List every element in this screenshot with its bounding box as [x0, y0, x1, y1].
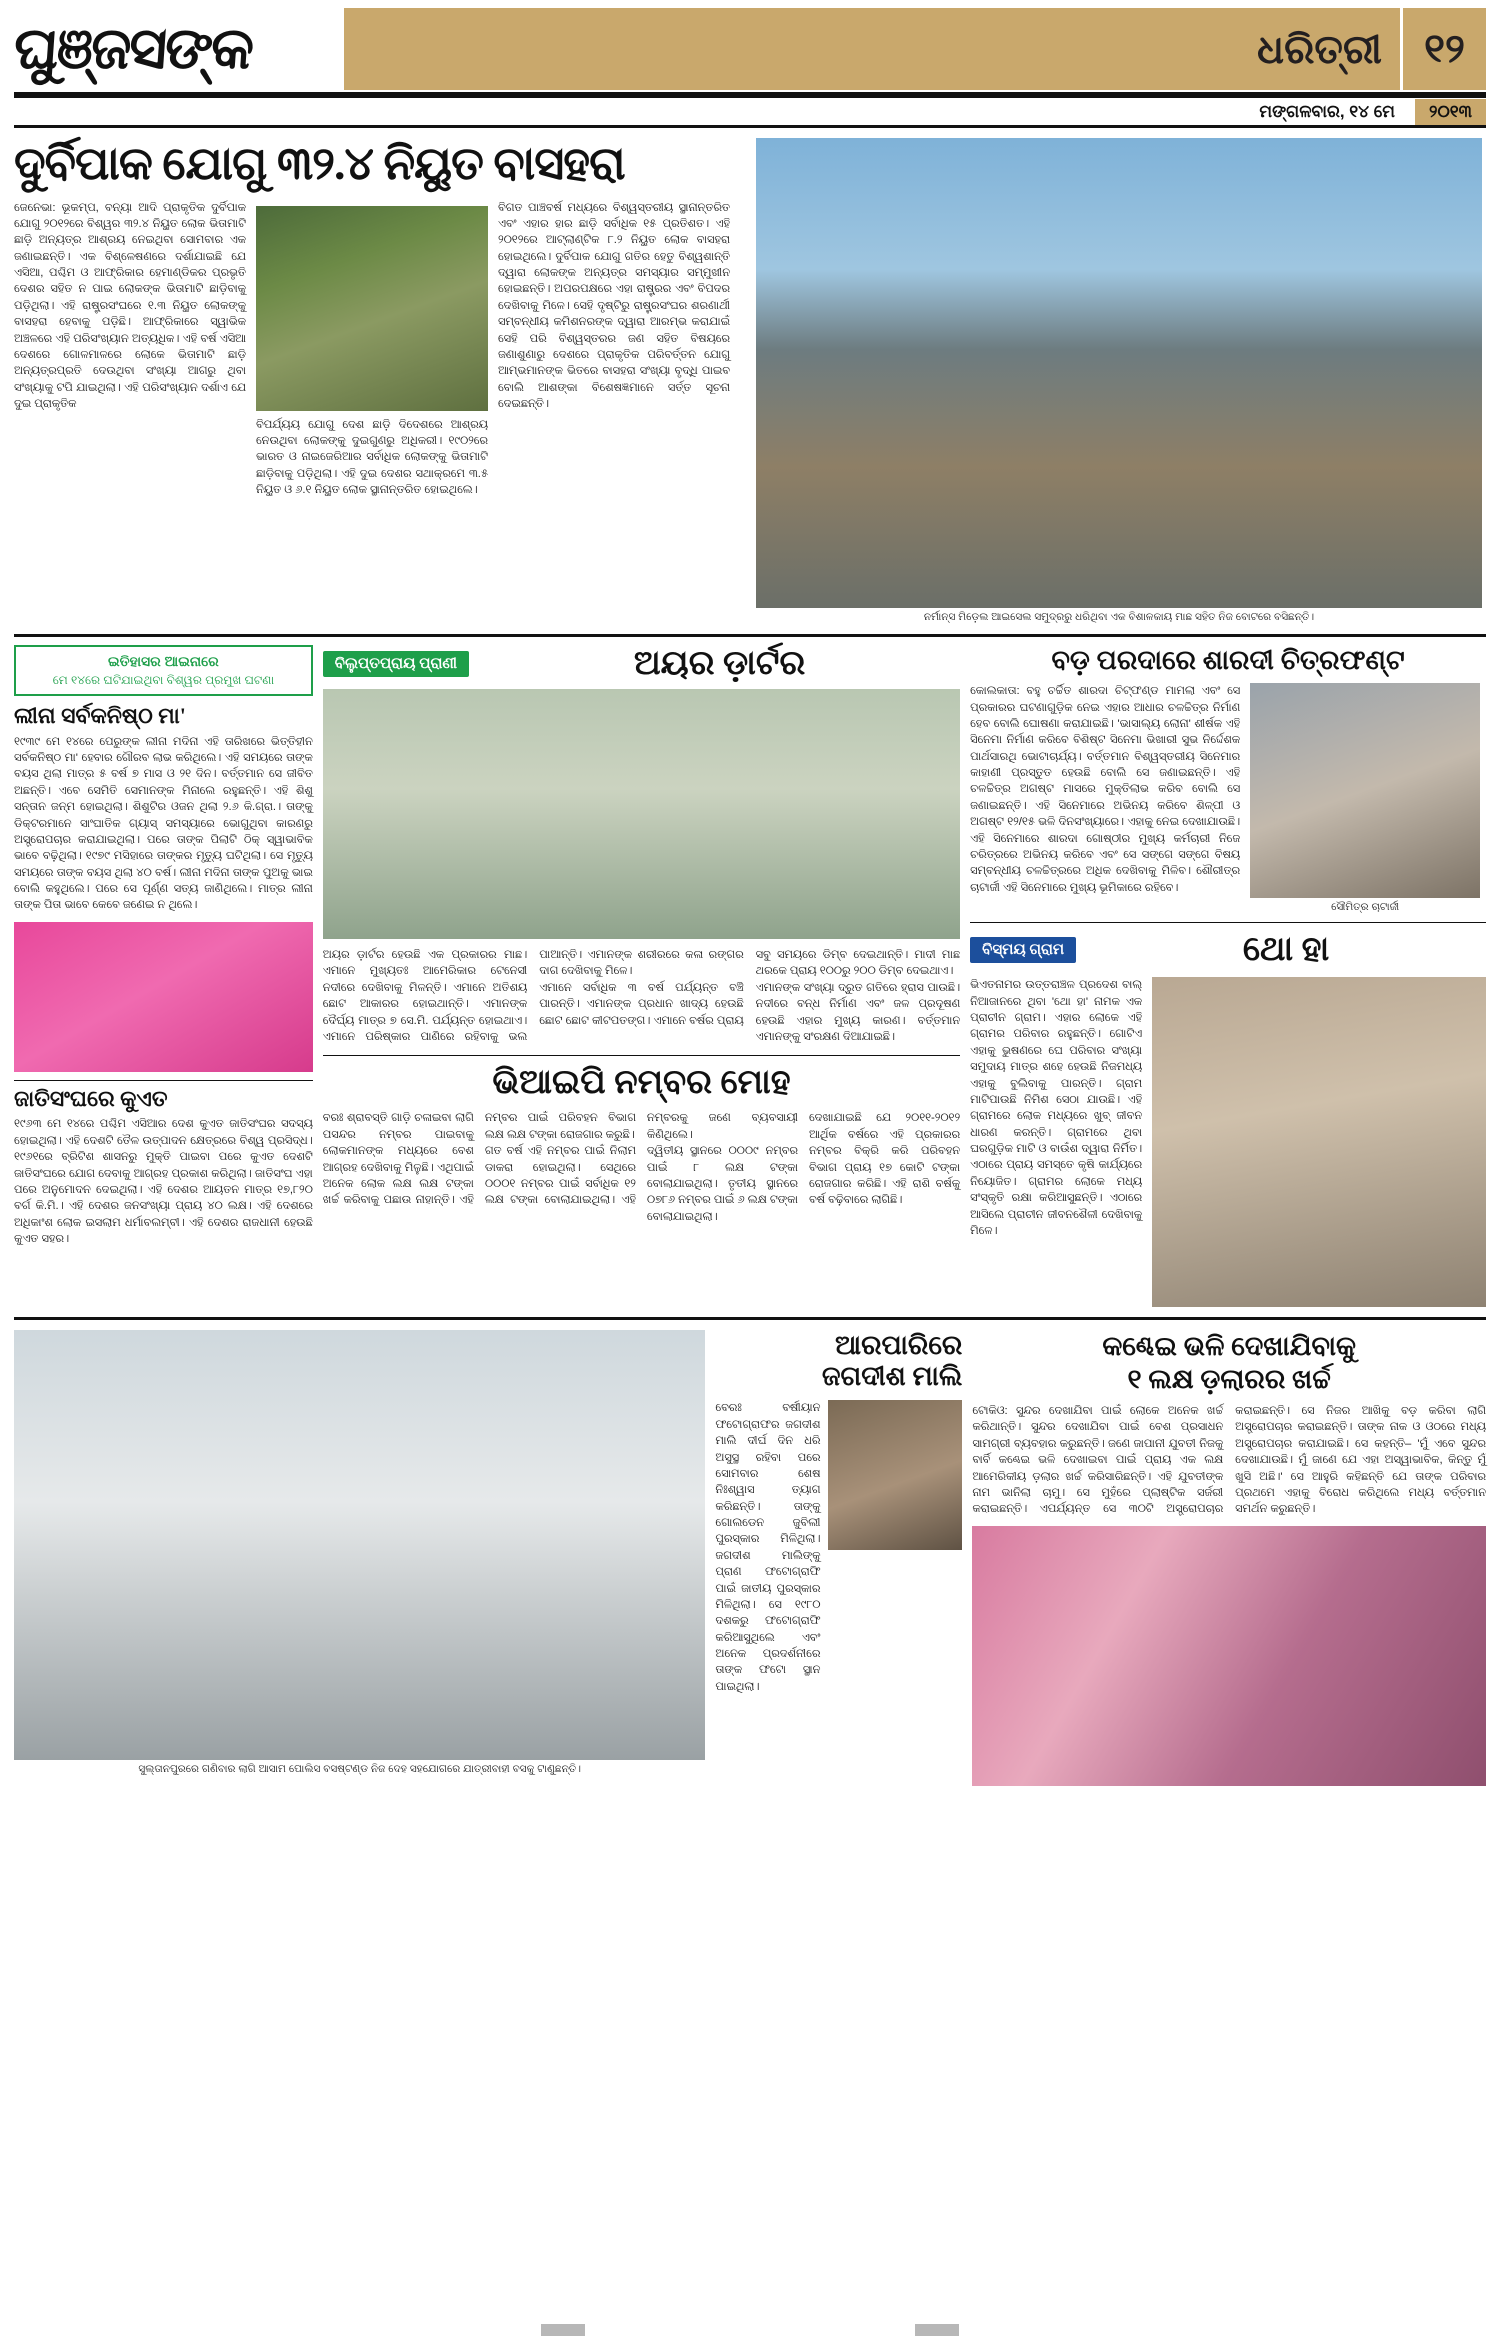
section-band [344, 8, 1400, 90]
dateline [14, 98, 1486, 128]
history-banner [14, 645, 313, 696]
lead-col-1-text: ଜେନେଭା: ଭୂକମ୍ପ, ବନ୍ୟା ଆଦି ପ୍ରାକୃତିକ ଦୁର୍ବିପାକ ଯୋଗୁ ୨୦୧୨ରେ ବିଶ୍ୱର ୩୨.୪ ନିୟୁତ ଲୋକ ଭିତାମାଟି ଛାଡ଼ି ଅନ୍ୟତ୍ର ଆଶ୍ରୟ ନେଇଥିବା ସୋମବାର ଏକ ଜଣାଇଛନ୍ତି। ଏକ ବିଶ୍ଳେଷଣରେ ଦର୍ଶାଯାଇଛି ଯେ ଏସିଆ, ପଶ୍ଚିମ ଓ ଆଫ୍ରିକାର ହେମାଣ୍ଡିକର ପ୍ରଭୃତି ଦେଶର ସହିତ ନ ପାଇ ଲୋକଙ୍କ ଭିତାମାଟି ଛାଡ଼ିବାକୁ ପଡ଼ିଥିଲା। ଏହି ରାଷ୍ଟ୍ରସଂଘରେ ୧.୩ ନିୟୁତ ଲୋକଙ୍କୁ ବାସହରା ହେବାକୁ ପଡ଼ିଛି। ଆଫ୍ରିକାରେ ସ୍ୱାଭିକ ଅଞ୍ଚଳରେ ଏହି ପରିସଂଖ୍ୟାନ ଅତ୍ୟଧିକ। ଏହି ବର୍ଷ ଏସିଆ ଦେଶରେ ଗୋଳମାଳରେ ଲୋକେ ଭିତାମାଟି ଛାଡ଼ି ଅନ୍ୟତ୍ରପ୍ରତି ଦେଉଥିବା ସଂଖ୍ୟା ଆଗରୁ ଥିବା ସଂଖ୍ୟାକୁ ଟପି ଯାଇଥିଲା। ଏହି ପରିସଂଖ୍ୟାନ ଦର୍ଶାଏ ଯେ ଦୁଇ ପ୍ରାକୃତିକ [14, 201, 246, 411]
fish-col-2: ଏମାନେ ସର୍ବାଧିକ ୩ ବର୍ଷ ପର୍ଯ୍ୟନ୍ତ ବଞ୍ଚି ପାରନ୍ତି। ଏମାନଙ୍କ ପ୍ରଧାନ ଖାଦ୍ୟ ହେଉଛି ଛୋଟ ଛୋଟ କୀଟପତଙ୍ଗ। ଏମାନେ ବର୍ଷର ପ୍ରାୟ ସବୁ ସମୟରେ ଡିମ୍ବ ଦେଇଥାନ୍ତି। ମାଦୀ ମାଛ ଥରକେ ପ୍ରାୟ ୧୦୦ରୁ ୨୦୦ ଡିମ୍ବ ଦେଇଥାଏ। [539, 949, 961, 1027]
thoha-headline: ଥୋ ହା [1242, 931, 1330, 969]
lead-headline: ଦୁର୍ବିପାକ ଯୋଗୁ ୩୨.୪ ନିୟୁତ ବାସହରା [14, 138, 625, 189]
jagadish-photo [828, 1400, 962, 1550]
wonder-village-banner: ବିସ୍ମୟ ଗ୍ରାମ [970, 937, 1076, 963]
page-number-box [1400, 8, 1486, 90]
thoha-text: ଭିଏତନାମର ଉତ୍ତରାଞ୍ଚଳ ପ୍ରଦେଶ ବାଲ୍‌ ନିଆଜାନରେ ଥିବା 'ଥୋ ହା' ନାମକ ଏକ ପ୍ରାଚୀନ ଗ୍ରାମ। ଏହାର ଲୋକେ ଏହି ଗ୍ରାମର ପରିବାର ରହୁଛନ୍ତି। ଗୋଟିଏ ଏହାକୁ ଭୁଷଣରେ ଘେ ପରିବାର ସଂଖ୍ୟା ସମୁଦାୟ ମାତ୍ର ଶହେ ହେଉଛି ନିଜମଧ୍ୟ ଏହାକୁ ବୁଲିବାକୁ ପାରନ୍ତି। ଗ୍ରାମ ମାଟିପାଉଛି ନିମିଶ ସେଠା ଯାଉଛି। ଏହି ଗ୍ରାମରେ ଲୋକ ମଧ୍ୟରେ ଖୁବ୍ ଜୀବନ ଧାରଣ କରନ୍ତି। ଗ୍ରାମରେ ଥିବା ଘରଗୁଡ଼ିକ ମାଟି ଓ ବାଉଁଶ ଦ୍ୱାରା ନିର୍ମିତ। ଏଠାରେ ପ୍ରାୟ ସମସ୍ତେ କୃଷି କାର୍ଯ୍ୟରେ ନିୟୋଜିତ। ଗ୍ରାମର ଲୋକେ ମଧ୍ୟ ସଂସ୍କୃତି ରକ୍ଷା କରିଆସୁଛନ୍ତି। ଏଠାରେ ଆସିଲେ ପ୍ରାଚୀନ ଜୀବନଶୈଳୀ ଦେଖିବାକୁ ମିଳେ। [970, 979, 1143, 1237]
kuwait-headline: ଜାତିସଂଘରେ କୁଏତ [14, 1085, 168, 1111]
footer-registration-marks [0, 2324, 1500, 2336]
lead-right-column [756, 138, 1482, 624]
section-divider-1 [14, 634, 1486, 637]
bus-photo-caption: ସୁଲ୍ତାନପୁରରେ ଗଣିବାର ଲାଗି ଆସାମ ପୋଲିସ ବସଷ୍ଟଣ୍ଡ ନିଜ ଦେହ ସହଯୋଗରେ ଯାତ୍ରୀବାହୀ ବସକୁ ଟାଣୁଛନ୍ତି। [138, 1763, 582, 1776]
sharada-text: କୋଲକାତା: ବହୁ ଚର୍ଚ୍ଚିତ ଶାରଦା ଚିଟ୍‌ଫଣ୍ଡ ମାମଲା ଏବଂ ସେ ପ୍ରକାରର ଘଟଣାଗୁଡ଼ିକ ନେଇ ଏହାର ଆଧାର ଚଳଚ୍ଚିତ୍ର ନିର୍ମାଣ ହେବ ବୋଲି ଘୋଷଣା କରାଯାଇଛି। 'ଭାସାଲ୍ୟ ଲୋନା' ଶୀର୍ଷକ ଏହି ସିନେମା ନିର୍ମାଣ କରିବେ ବିଶିଷ୍ଟ ସିନେମା ଭିଖାରୀ ସୁଭ ନିର୍ଦ୍ଦେଶକ ପାର୍ଥସାରଥି ଭୋଟାଚାର୍ଯ୍ୟ। ବର୍ତ୍ତମାନ ବିଶ୍ୱସ୍ତରୀୟ ସିନେମାର କାହାଣୀ ପ୍ରସ୍ତୁତ ହେଉଛି ବୋଲି ସେ ଜଣାଇଛନ୍ତି। ଏହି ଚଳଚ୍ଚିତ୍ର ଅଗଷ୍ଟ ମାସରେ ମୁକ୍ତିଲାଭ କରିବ ବୋଲି ସେ ଜଣାଇଛନ୍ତି। ଏହି ସିନେମାରେ ଅଭିନୟ କରିବେ ଶିଳ୍ପୀ ଓ ଅଗଷ୍ଟ ୧୨/୧୫ ଭଳି ଦିନସଂଖ୍ୟାରେ। ଏହାକୁ ନେଇ ଦେଖାଯାଉଛି। ଏହି ସିନେମାରେ ଶାରଦା ଗୋଷ୍ଠୀର ମୁଖ୍ୟ କର୍ମଚାରୀ ନିଜେ ଚରିତ୍ରରେ ଅଭିନୟ କରିବେ ଏବଂ ସେ ସଙ୍ଗେ ସଙ୍ଗେ ବିଷୟ ସମ୍ବନ୍ଧୀୟ ଚଳଚ୍ଚିତ୍ରରେ ଅଧିକ ଦେଖିବାକୁ ମିଳିବ। ଶୌରୀତ୍ର ଚାଟାର୍ଜୀ ଏହି ସିନେମାରେ ମୁଖ୍ୟ ଭୂମିକାରେ ରହିବେ। [970, 685, 1241, 894]
lead-col-2 [256, 200, 488, 499]
history-column [14, 645, 313, 1307]
lead-left-column [14, 138, 744, 624]
newspaper-logo [11, 8, 344, 90]
publication-date: ମଙ୍ଗଳବାର, ୧୪ ମେ [1259, 101, 1395, 121]
bottom-band [14, 1330, 1486, 1785]
lead-col-1 [14, 200, 246, 499]
barbie-girls-photo [972, 1526, 1486, 1786]
soumitra-caption: ସୌମିତ୍ର ଚାଟାର୍ଜୀ [1331, 901, 1400, 914]
soumitra-photo [1250, 683, 1480, 898]
edition-year: ୨୦୧୩ [1415, 99, 1486, 125]
lead-col-3 [498, 200, 730, 499]
fish-body [323, 947, 960, 1045]
section-title: ଧରିତ୍ରୀ [1257, 26, 1382, 72]
vip-col-2: ଗତ ବର୍ଷ ଏହି ନମ୍ବର ପାଇଁ ନିଲାମ ଡାକରା ହୋଇଥିଲା। ସେଥିରେ ୦୦୦୧ ନମ୍ବର ପାଇଁ ସର୍ବାଧିକ ୧୨ ଲକ୍ଷ ଟଙ୍କା ବୋଲାଯାଇଥିଲା। ଏହି ନମ୍ବରକୁ ଜଣେ ବ୍ୟବସାୟୀ କିଣିଥିଲେ। [484, 1112, 798, 1207]
vip-body [323, 1110, 960, 1225]
sharada-headline: ବଡ଼ ପରଦାରେ ଶାରଦୀ ଚିତ୍ରଫଣ୍ଟ [1051, 645, 1405, 675]
vip-col-1: ବରଃ ଶ୍ରାବସ୍ତି ଗାଡ଼ି ଚଳାଇବା ଲାଗି ପସନ୍ଦର ନମ୍ବର ପାଇବାକୁ ଲୋକମାନଙ୍କ ମଧ୍ୟରେ ବେଶ ଆଗ୍ରହ ଦେଖିବାକୁ ମିଳୁଛି। ଏଥିପାଇଁ ଅନେକ ଲୋକ ଲକ୍ଷ ଲକ୍ଷ ଟଙ୍କା ଖର୍ଚ୍ଚ କରିବାକୁ ପଛାଉ ନାହାନ୍ତି। ଏହି ନମ୍ବର ପାଇଁ ପରିବହନ ବିଭାଗ ଲକ୍ଷ ଲକ୍ଷ ଟଙ୍କା ରୋଜଗାର କରୁଛି। [322, 1112, 636, 1207]
fish-headline: ଅୟର ଡ଼ାର୍ଟର [633, 645, 806, 682]
jagadish-text: ବେରଃ ବର୍ଷୀୟାନ ଫଟୋଗ୍ରାଫର ଜଗଦୀଶ ମାଲି ଦୀର୍ଘ ଦିନ ଧରି ଅସୁସ୍ଥ ରହିବା ପରେ ସୋମବାର ଶେଷ ନିଃଶ୍ୱାସ ତ୍ୟାଗ କରିଛନ୍ତି। ତାଙ୍କୁ ଗୋଲଡେନ ଜୁବିଲୀ ପୁରସ୍କାର ମିଳିଥିଲା। ଜଗଦୀଶ ମାଲିଙ୍କୁ ପ୍ରାଣ ଫଟୋଗ୍ରାଫି ପାଇଁ ଜାତୀୟ ପୁରସ୍କାର ମିଳିଥିଲା। ସେ ୧୯୮୦ ଦଶକରୁ ଫଟୋଗ୍ରାଫି କରିଆସୁଥିଲେ ଏବଂ ଅନେକ ପ୍ରଦର୍ଶନୀରେ ତାଙ୍କ ଫଟୋ ସ୍ଥାନ ପାଇଥିଲା। [715, 1402, 821, 1693]
vip-col-3: ଦ୍ୱିତୀୟ ସ୍ଥାନରେ ୦୦୦୯ ନମ୍ବର ପାଇଁ ୮ ଲକ୍ଷ ଟଙ୍କା ବୋଲାଯାଇଥିଲା। ତୃତୀୟ ସ୍ଥାନରେ ୦୭୮୬ ନମ୍ବର ପାଇଁ ୬ ଲକ୍ଷ ଟଙ୍କା ବୋଲାଯାଇଥିଲା। [646, 1145, 798, 1223]
lead-col-2-text: ବିପର୍ଯ୍ୟୟ ଯୋଗୁ ଦେଶ ଛାଡ଼ି ଦିଦେଶରେ ଆଶ୍ରୟ ନେଉଥିବା ଲୋକଙ୍କୁ ଦୁଇଗୁଣରୁ ଅଧିକରୀ। ୧୯୦୨ରେ ଭାରତ ଓ ନାଇଜେରିଆର ସର୍ବାଧିକ ଲୋକଙ୍କୁ ଭିତାମାଟି ଛାଡ଼ିବାକୁ ପଡ଼ିଥିଲା। ଏହି ଦୁଇ ଦେଶର ସଥାକ୍ରମେ ୩.୫ ନିୟୁତ ଓ ୬.୧ ନିୟୁତ ଲୋକ ସ୍ଥାନାନ୍ତରିତ ହୋଇଥିଲେ। [256, 418, 488, 497]
lina-photo [14, 922, 313, 1072]
lina-text: ୧୯୩୯ ମେ ୧୪ରେ ପେରୁଙ୍କ ଲୀନା ମଦିନା ଏହି ତାରିଖରେ ଭିତ୍ତିହୀନ ସର୍ବକନିଷ୍ଠ ମା' ହେବାର ଗୌରବ ଲାଭ କରିଥିଲେ। ଏହି ସମୟରେ ତାଙ୍କ ବୟସ ଥିଲା ମାତ୍ର ୫ ବର୍ଷ ୭ ମାସ ଓ ୨୧ ଦିନ। ବର୍ତ୍ତମାନ ସେ ଜୀବିତ ଅଛନ୍ତି। ଏବେ ସେମିତି ସେମାନଙ୍କ ମିନାଲେ ରହୁଛନ୍ତି। ଏହି ଶିଶୁ ସନ୍ତାନ ଜନ୍ମ ହୋଇଥିଲା। ଶିଶୁଟିର ଓଜନ ଥିଲା ୨.୬ କି.ଗ୍ରା.। ତାଙ୍କୁ ଡିକ୍ଟରମାନେ ସାଂଘାତିକ ଗ୍ୟାସ୍ ସମସ୍ୟାରେ ଭୋଗୁଥିବା କାରଣରୁ ଅସ୍ତ୍ରୋପଚାର କରାଯାଇଥିଲା। ପରେ ତାଙ୍କ ପିଲାଟି ଠିକ୍ ସ୍ୱାଭାବିକ ଭାବେ ବଢ଼ିଥିଲା। ୧୯୭୯ ମସିହାରେ ତାଙ୍କର ମୃତ୍ୟୁ ଘଟିଥିଲା। ସେ ମୃତ୍ୟୁ ସମୟରେ ତାଙ୍କ ବୟସ ଥିଲା ୪୦ ବର୍ଷ। ଲୀନା ମଦିନା ତାଙ୍କ ପୁଅକୁ ଭାଇ ବୋଲି କହୁଥିଲେ। ପରେ ସେ ପୂର୍ଣ୍ଣ ସତ୍ୟ ଜାଣିଥିଲେ। ମାତ୍ର ଲୀନା ତାଙ୍କ ପିତା ଭାବେ କେବେ ଜଣେଇ ନ ଥିଲେ। [14, 735, 313, 912]
page-number: ୧୨ [1424, 26, 1465, 71]
fish-col-1: ଅୟର ଡ଼ାର୍ଟର ହେଉଛି ଏକ ପ୍ରକାରର ମାଛ। ଏମାନେ ମୁଖ୍ୟତଃ ଆମେରିକାର ଟେନେସୀ ନଦୀରେ ଦେଖିବାକୁ ମିଳନ୍ତି। ଏମାନେ ଅତିଶୟ ଛୋଟ ଆକାରର ହୋଇଥାନ୍ତି। ଏମାନଙ୍କ ଦୈର୍ଘ୍ୟ ମାତ୍ର ୭ ସେ.ମି. ପର୍ଯ୍ୟନ୍ତ ହୋଇଥାଏ। ଏମାନେ ପରିଷ୍କାର ପାଣିରେ ରହିବାକୁ ଭଲ ପାଆନ୍ତି। ଏମାନଙ୍କ ଶରୀରରେ କଳା ରଙ୍ଗର ଦାଗ ଦେଖିବାକୁ ମିଳେ। [322, 949, 744, 1043]
history-banner-line2: ମେ ୧୪ରେ ଘଟିଯାଇଥିବା ବିଶ୍ୱର ପ୍ରମୁଖ ଘଟଣା [52, 673, 275, 687]
jagadish-headline-line1: ଆରପାରିରେ [834, 1330, 963, 1361]
mid-band [14, 645, 1486, 1307]
thoha-village-photo [1152, 977, 1486, 1307]
fisherman-photo [756, 138, 1482, 608]
fish-column [323, 645, 960, 1307]
newspaper-page [0, 8, 1500, 2342]
doll-column [972, 1330, 1486, 1785]
refugees-photo [256, 206, 488, 411]
lead-columns [14, 200, 744, 499]
lead-story [14, 138, 1486, 624]
doll-headline-line1: କଣ୍ଢେଇ ଭଳି ଦେଖାଯିବାକୁ [1102, 1331, 1356, 1362]
jagadish-headline-line2: ଜଗଦୀଶ ମାଲି [821, 1361, 963, 1392]
history-banner-line1: ଇତିହାସର ଆଇନାରେ [108, 653, 219, 669]
section-divider-2 [14, 1317, 1486, 1320]
endangered-banner: ବିଲୁପ୍ତପ୍ରାୟ ପ୍ରାଣୀ [323, 651, 469, 677]
lina-headline: ଲୀନା ସର୍ବକନିଷ୍ଠ ମା' [14, 703, 186, 728]
lead-col-3-text: ବିଗତ ପାଞ୍ଚବର୍ଷ ମଧ୍ୟରେ ବିଶ୍ୱସ୍ତରୀୟ ସ୍ଥାନାନ୍ତରିତ ଏବଂ ଏହାର ହାର ଛାଡ଼ି ସର୍ବାଧିକ ୧୫ ପ୍ରତିଶତ। ଏହି ୨୦୧୨ରେ ଆଟ୍ଲାଣ୍ଟିକ ୮.୨ ନିୟୁତ ଲୋକ ବାସହରା ହୋଇଥିଲେ। ଦୁର୍ବିପାକ ଯୋଗୁ ଗତିର ହେତୁ ବିଶ୍ୱଶାନ୍ତି ଦ୍ୱାରା ଲୋକଙ୍କ ଅନ୍ୟତ୍ର ସମସ୍ୟାର ସମ୍ମୁଖୀନ ହୋଇଛନ୍ତି। ଅପରପକ୍ଷରେ ଏହା ରାଷ୍ଟ୍ରର ଏବଂ ବିପଦର ଦେଖିବାକୁ ମିଳେ। ସେହି ଦୃଷ୍ଟିରୁ ରାଷ୍ଟ୍ରସଂଘର ଶରଣାର୍ଥୀ ସମ୍ବନ୍ଧୀୟ କମିଶନରଙ୍କ ଦ୍ୱାରା ଆରମ୍ଭ କରାଯାଇଁ ସେହି ପରି ବିଶ୍ୱସ୍ତରର ଜଣ ସହିତ ବିଷୟରେ ଜଣାଶୁଣାରୁ ଦେଶରେ ପ୍ରାକୃତିକ ପରିବର୍ତ୍ତନ ଯୋଗୁ ଆମ୍ଭମାନଙ୍କ ଭିତରେ ବାସହରା ସଂଖ୍ୟା ବୃଦ୍ଧି ପାଇବ ବୋଲି ଆଶଙ୍କା ବିଶେଷଜ୍ଞମାନେ ସର୍ତ୍ତ ସୂଚନା ଦେଇଛନ୍ତି। [498, 201, 730, 411]
logo-text: ଘୁଞ୍ଜସଙ୍କ [11, 16, 255, 81]
darter-fish-photo [323, 689, 960, 939]
registration-mark [541, 2324, 585, 2336]
vip-headline: ଭିଆଇପି ନମ୍ବର ମୋହ [492, 1064, 791, 1102]
vip-col-4: ଦେଖାଯାଇଛି ଯେ ୨୦୧୧-୨୦୧୨ ଆର୍ଥିକ ବର୍ଷରେ ଏହି ପ୍ରକାରର ନମ୍ବର ବିକ୍ରି କରି ପରିବହନ ବିଭାଗ ପ୍ରାୟ ୧୭ କୋଟି ଟଙ୍କା ରୋଜଗାର କରିଛି। ଏହି ରାଶି ବର୍ଷକୁ ବର୍ଷ ବଢ଼ିବାରେ ଲାଗିଛି। [809, 1112, 961, 1207]
masthead [11, 8, 1486, 90]
registration-mark [915, 2324, 959, 2336]
doll-headline-line2: ୧ ଲକ୍ଷ ଡ଼ଲାରର ଖର୍ଚ୍ଚ [1127, 1363, 1331, 1394]
fish-col-3: ଏମାନଙ୍କ ସଂଖ୍ୟା ଦ୍ରୁତ ଗତିରେ ହ୍ରାସ ପାଉଛି। ନଦୀରେ ବନ୍ଧ ନିର୍ମାଣ ଏବଂ ଜଳ ପ୍ରଦୂଷଣ ହେଉଛି ଏହାର ମୁଖ୍ୟ କାରଣ। ବର୍ତ୍ତମାନ ଏମାନଙ୍କୁ ସଂରକ୍ଷଣ ଦିଆଯାଇଛି। [755, 981, 961, 1043]
fisherman-photo-caption: ନର୍ମାନ୍ସ ମିଡ଼େଲ ଆଇସେଲ ସମୁଦ୍ରରୁ ଧରିଥିବା ଏକ ବିଶାଳକାୟ ମାଛ ସହିତ ନିଜ ବୋଟରେ ବସିଛନ୍ତି। [923, 611, 1315, 623]
jagadish-column [715, 1330, 962, 1785]
sharada-column [970, 645, 1486, 1307]
bus-pulling-photo [14, 1330, 705, 1760]
doll-text: ଟୋକିଓ: ସୁନ୍ଦର ଦେଖାଯିବା ପାଇଁ ଲୋକେ ଅନେକ ଖର୍ଚ୍ଚ କରିଥାନ୍ତି। ସୁନ୍ଦର ଦେଖାଯିବା ପାଇଁ ବେଶ ପ୍ରସାଧନ ସାମଗ୍ରୀ ବ୍ୟବହାର କରୁଛନ୍ତି। ଜଣେ ଜାପାନୀ ଯୁବତୀ ନିଜକୁ ବାର୍ବି କଣ୍ଢେଇ ଭଳି ଦେଖାଇବା ପାଇଁ ପ୍ରାୟ ଏକ ଲକ୍ଷ ଆମେରିକୀୟ ଡ଼ଲାର ଖର୍ଚ୍ଚ କରିସାରିଛନ୍ତି। ଏହି ଯୁବତୀଙ୍କ ନାମ ଭାନିଲା ଚାମୁ। ସେ ମୁହଁରେ ପ୍ଲାଷ୍ଟିକ ସର୍ଜରୀ କରାଇଛନ୍ତି। ଏପର୍ଯ୍ୟନ୍ତ ସେ ୩୦ଟି ଅସ୍ତ୍ରୋପଚାର କରାଇଛନ୍ତି। ସେ ନିଜର ଆଖିକୁ ବଡ଼ କରିବା ଲାଗି ଅସ୍ତ୍ରୋପଚାର କରାଇଛନ୍ତି। ତାଙ୍କ ନାକ ଓ ଓଠରେ ମଧ୍ୟ ଅସ୍ତ୍ରୋପଚାର କରାଯାଇଛି। ସେ କହନ୍ତି– 'ମୁଁ ଏବେ ସୁନ୍ଦର ଦେଖାଯାଉଛି। ମୁଁ ଜାଣେ ଯେ ଏହା ଅସ୍ୱାଭାବିକ, କିନ୍ତୁ ମୁଁ ଖୁସି ଅଛି।' ସେ ଆହୁରି କହିଛନ୍ତି ଯେ ତାଙ୍କ ପରିବାର ପ୍ରଥମେ ଏହାକୁ ବିରୋଧ କରିଥିଲେ ମଧ୍ୟ ବର୍ତ୍ତମାନ ସମର୍ଥନ କରୁଛନ୍ତି। [972, 1405, 1486, 1516]
kuwait-text: ୧୯୬୩ ମେ ୧୪ରେ ପଶ୍ଚିମ ଏସିଆର ଦେଶ କୁଏତ ଜାତିସଂଘର ସଦସ୍ୟ ହୋଇଥିଲା। ଏହି ଦେଶଟି ତୈଳ ଉତ୍ପାଦନ କ୍ଷେତ୍ରରେ ବିଶ୍ୱ ପ୍ରସିଦ୍ଧ। ୧୯୬୧ରେ ବ୍ରିଟିଶ ଶାସନରୁ ମୁକ୍ତି ପାଇବା ପରେ କୁଏତ ଦେଶଟି ଜାତିସଂଘରେ ଯୋଗ ଦେବାକୁ ଆଗ୍ରହ ପ୍ରକାଶ କରିଥିଲା। ଜାତିସଂଘ ଏହା ପରେ ଅନୁମୋଦନ ଦେଇଥିଲା। ଏହି ଦେଶର ଆୟତନ ମାତ୍ର ୧୭,୮୨୦ ବର୍ଗ କି.ମି.। ଏହି ଦେଶର ଜନସଂଖ୍ୟା ପ୍ରାୟ ୪୦ ଲକ୍ଷ। ଏହି ଦେଶରେ ଅଧିକାଂଶ ଲୋକ ଇସଲାମ ଧର୍ମାବଲମ୍ବୀ। ଏହି ଦେଶର ରାଜଧାନୀ ହେଉଛି କୁଏତ ସହର। [14, 1118, 313, 1245]
bus-column [14, 1330, 705, 1785]
